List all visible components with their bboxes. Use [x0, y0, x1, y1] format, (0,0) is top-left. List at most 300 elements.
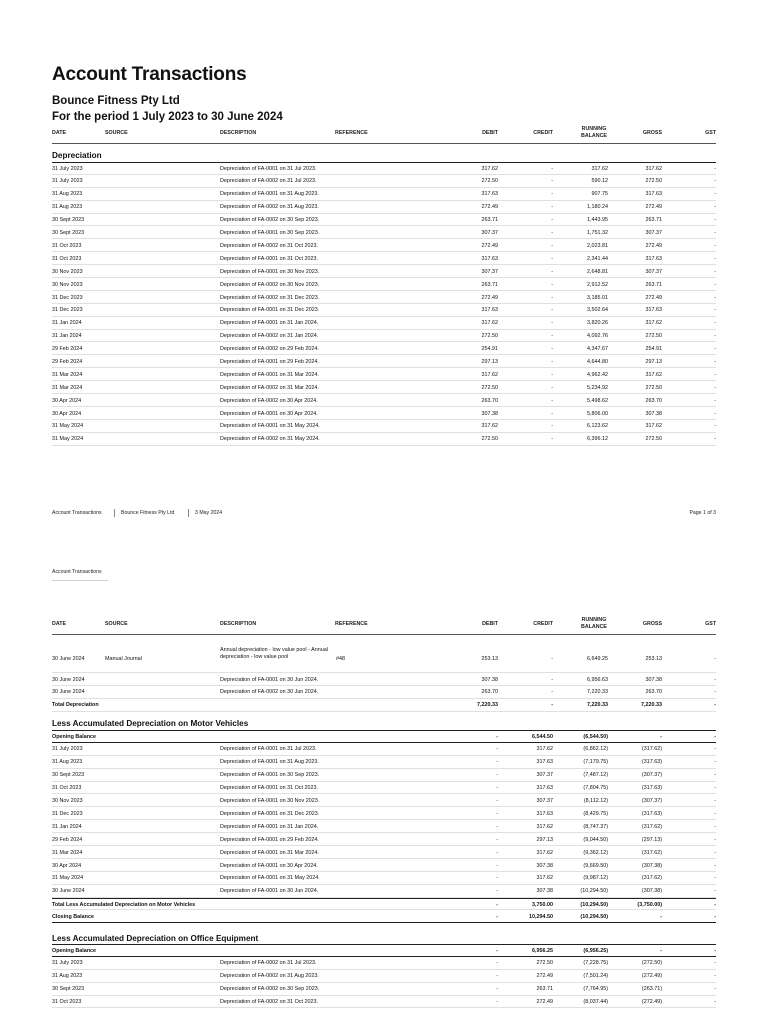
cell-date: 31 Oct 2023 — [52, 255, 82, 262]
table-row — [52, 239, 716, 252]
cell-date: 31 Aug 2023 — [52, 191, 83, 198]
depreciation-rows — [52, 162, 716, 446]
cell-gst: - — [714, 384, 716, 391]
cell-credit: - — [551, 230, 553, 237]
cell-description: Depreciation of FA-0001 on 31 Oct 2023. — [220, 255, 318, 262]
cell-gst: - — [714, 436, 716, 443]
footer-page: Page 1 of 3 — [689, 510, 716, 516]
page2-header-label: Account Transactions — [52, 569, 102, 575]
table-row — [52, 252, 716, 265]
table-row — [52, 756, 716, 769]
cell-running-balance: (10,294.50) — [580, 914, 608, 921]
col-source: SOURCE — [105, 621, 128, 627]
cell-gross: (317.62) — [641, 875, 662, 882]
cell-running-balance: 907.75 — [591, 191, 608, 198]
table-row — [52, 782, 716, 795]
cell-description: Depreciation of FA-0002 on 31 Oct 2023. — [220, 242, 318, 249]
cell-date: 31 Aug 2023 — [52, 204, 83, 211]
cell-gross: 317.62 — [645, 320, 662, 327]
cell-debit: - — [496, 798, 498, 805]
cell-description: Depreciation of FA-0001 on 30 Apr 2024. — [220, 410, 318, 417]
col-reference: REFERENCE — [335, 621, 368, 627]
cell-description: Depreciation of FA-0002 on 29 Feb 2024. — [220, 346, 319, 353]
cell-gross: (307.37) — [641, 798, 662, 805]
cell-credit: - — [551, 410, 553, 417]
cell-gst: - — [714, 875, 716, 882]
cell-credit: - — [551, 384, 553, 391]
cell-running-balance: 2,648.81 — [587, 268, 608, 275]
table-row — [52, 983, 716, 996]
cell-date: Opening Balance — [52, 733, 97, 740]
cell-credit: - — [551, 358, 553, 365]
cell-date: 30 Apr 2024 — [52, 397, 82, 404]
table-row — [52, 730, 716, 743]
table-row — [52, 278, 716, 291]
table-row — [52, 342, 716, 355]
cell-gross: - — [660, 947, 662, 954]
cell-date: 29 Feb 2024 — [52, 346, 83, 353]
cell-running-balance: 4,347.67 — [587, 346, 608, 353]
cell-date: 31 Dec 2023 — [52, 294, 83, 301]
cell-credit: 263.71 — [536, 986, 553, 993]
cell-credit: 272.50 — [536, 960, 553, 967]
cell-gross: (307.38) — [641, 862, 662, 869]
cell-gst: - — [714, 810, 716, 817]
cell-gst: - — [714, 960, 716, 967]
cell-gst: - — [714, 999, 716, 1006]
cell-gross: 7,220.33 — [641, 702, 662, 709]
cell-running-balance: 2,912.52 — [587, 281, 608, 288]
cell-debit: 317.63 — [481, 191, 498, 198]
table-row — [52, 381, 716, 394]
cell-date: 31 July 2023 — [52, 165, 83, 172]
cell-gross: 254.91 — [645, 346, 662, 353]
cell-gst: - — [714, 823, 716, 830]
cell-description: Depreciation of FA-0002 on 30 Apr 2024. — [220, 397, 318, 404]
header-divider — [52, 143, 716, 144]
cell-credit: 317.63 — [536, 785, 553, 792]
cell-running-balance: 5,498.62 — [587, 397, 608, 404]
cell-date: 31 May 2024 — [52, 875, 84, 882]
cell-gst: - — [714, 230, 716, 237]
cell-gst: - — [714, 836, 716, 843]
col-gross: GROSS — [642, 130, 662, 136]
cell-gross: 307.37 — [645, 268, 662, 275]
cell-running-balance: (10,294.50) — [580, 888, 608, 895]
cell-description: Depreciation of FA-0001 on 31 Oct 2023. — [220, 785, 318, 792]
cell-gross: (272.49) — [641, 973, 662, 980]
table-row — [52, 820, 716, 833]
cell-date: 31 May 2024 — [52, 423, 84, 430]
col-source: SOURCE — [105, 130, 128, 136]
cell-gst: - — [714, 689, 716, 696]
cell-credit: - — [551, 165, 553, 172]
cell-date: 31 Mar 2024 — [52, 384, 83, 391]
cell-debit: 272.50 — [481, 333, 498, 340]
cell-gross: 253.13 — [645, 656, 662, 662]
cell-gst: - — [714, 914, 716, 921]
cell-source: Manual Journal — [105, 656, 142, 662]
cell-running-balance: (8,747.37) — [583, 823, 608, 830]
cell-debit: 317.63 — [481, 307, 498, 314]
table-row — [52, 673, 716, 686]
cell-gross: 317.62 — [645, 165, 662, 172]
cell-debit: 272.49 — [481, 242, 498, 249]
cell-gross: (317.63) — [641, 785, 662, 792]
cell-credit: - — [551, 294, 553, 301]
cell-date: 31 July 2023 — [52, 746, 83, 753]
cell-credit: - — [551, 191, 553, 198]
cell-date: 31 July 2023 — [52, 960, 83, 967]
cell-gross: (272.50) — [641, 960, 662, 967]
cell-gst: - — [714, 397, 716, 404]
cell-date: 30 Sept 2023 — [52, 772, 85, 779]
cell-running-balance: 7,220.33 — [587, 702, 608, 709]
cell-debit: 317.63 — [481, 255, 498, 262]
cell-credit: - — [551, 371, 553, 378]
cell-credit: 307.38 — [536, 888, 553, 895]
cell-debit: 263.71 — [481, 217, 498, 224]
cell-running-balance: 2,341.44 — [587, 255, 608, 262]
col-debit: DEBIT — [482, 621, 498, 627]
cell-date: Total Less Accumulated Depreciation on Motor Vehicles — [52, 902, 196, 909]
table-row — [52, 910, 716, 923]
cell-running-balance: (9,669.50) — [583, 862, 608, 869]
cell-debit: 263.70 — [481, 397, 498, 404]
col-description: DESCRIPTION — [220, 621, 257, 627]
cell-running-balance: 5,234.92 — [587, 384, 608, 391]
cell-gross: 317.63 — [645, 191, 662, 198]
cell-gross: 272.49 — [645, 242, 662, 249]
company-name: Bounce Fitness Pty Ltd — [52, 95, 180, 107]
cell-description: Annual depreciation - low value pool - Annual depreciation - low value pool — [220, 647, 328, 660]
cell-description: Depreciation of FA-0002 on 31 Dec 2023. — [220, 294, 320, 301]
cell-gross: - — [660, 733, 662, 740]
cell-gross: 263.71 — [645, 281, 662, 288]
cell-debit: 272.50 — [481, 436, 498, 443]
table-row — [52, 769, 716, 782]
col-reference: REFERENCE — [335, 130, 368, 136]
cell-debit: - — [496, 836, 498, 843]
table-row — [52, 420, 716, 433]
cell-running-balance: (7,179.75) — [583, 759, 608, 766]
table-row — [52, 646, 716, 673]
cell-debit: 317.62 — [481, 371, 498, 378]
page2-header-underline — [52, 580, 108, 581]
cell-date: 31 May 2024 — [52, 436, 84, 443]
table-row — [52, 996, 716, 1009]
cell-debit: 317.62 — [481, 165, 498, 172]
cell-running-balance: 6,123.62 — [587, 423, 608, 430]
cell-description: Depreciation of FA-0001 on 30 Sep 2023. — [220, 230, 320, 237]
table-row — [52, 699, 716, 712]
table-row — [52, 885, 716, 898]
cell-description: Depreciation of FA-0002 on 31 May 2024. — [220, 436, 320, 443]
cell-gst: - — [714, 217, 716, 224]
cell-debit: - — [496, 785, 498, 792]
cell-gst: - — [714, 410, 716, 417]
footer-date: 3 May 2024 — [195, 510, 223, 516]
cell-running-balance: 6,396.12 — [587, 436, 608, 443]
cell-description: Depreciation of FA-0002 on 31 Aug 2023. — [220, 204, 319, 211]
cell-gst: - — [714, 947, 716, 954]
cell-description: Depreciation of FA-0001 on 30 Nov 2023. — [220, 798, 320, 805]
col-gst: GST — [705, 130, 716, 136]
cell-gst: - — [714, 346, 716, 353]
cell-gross: 263.71 — [645, 217, 662, 224]
cell-date: 31 Oct 2023 — [52, 785, 82, 792]
cell-gross: - — [660, 914, 662, 921]
cell-date: Opening Balance — [52, 947, 97, 954]
cell-date: 30 Nov 2023 — [52, 268, 83, 275]
cell-date: 30 June 2024 — [52, 888, 85, 895]
col-date: DATE — [52, 621, 67, 627]
cell-credit: - — [551, 255, 553, 262]
cell-date: 31 Dec 2023 — [52, 810, 83, 817]
cell-gross: (272.49) — [641, 999, 662, 1006]
cell-gross: 317.63 — [645, 307, 662, 314]
cell-gst: - — [714, 772, 716, 779]
cell-description: Depreciation of FA-0001 on 29 Feb 2024. — [220, 358, 319, 365]
cell-description: Depreciation of FA-0001 on 30 Apr 2024. — [220, 862, 318, 869]
footer-separator — [188, 509, 189, 517]
cell-credit: 297.13 — [536, 836, 553, 843]
cell-credit: - — [551, 217, 553, 224]
cell-credit: 307.37 — [536, 772, 553, 779]
cell-debit: 307.37 — [481, 230, 498, 237]
table-row — [52, 846, 716, 859]
cell-debit: - — [496, 849, 498, 856]
cell-gst: - — [714, 204, 716, 211]
cell-gross: (317.63) — [641, 810, 662, 817]
header-divider — [52, 634, 716, 635]
cell-date: 31 Aug 2023 — [52, 973, 83, 980]
cell-description: Depreciation of FA-0002 on 31 Jul 2023. — [220, 178, 317, 185]
cell-running-balance: 1,443.95 — [587, 217, 608, 224]
cell-description: Depreciation of FA-0001 on 31 Jul 2023. — [220, 165, 317, 172]
cell-running-balance: (7,764.95) — [583, 986, 608, 993]
footer-report: Account Transactions — [52, 510, 102, 516]
cell-credit: 307.38 — [536, 862, 553, 869]
cell-running-balance: (7,228.75) — [583, 960, 608, 967]
cell-date: 29 Feb 2024 — [52, 358, 83, 365]
cell-gst: - — [714, 423, 716, 430]
table-row — [52, 175, 716, 188]
cell-gst: - — [714, 178, 716, 185]
cell-description: Depreciation of FA-0002 on 31 Mar 2024. — [220, 384, 319, 391]
footer-company: Bounce Fitness Pty Ltd — [121, 510, 175, 516]
cell-gst: - — [714, 294, 716, 301]
table-row — [52, 898, 716, 911]
cell-running-balance: 3,820.26 — [587, 320, 608, 327]
cell-date: 30 June 2024 — [52, 689, 85, 696]
cell-running-balance: (8,037.44) — [583, 999, 608, 1006]
cell-gst: - — [714, 973, 716, 980]
cell-gross: 307.38 — [645, 676, 662, 683]
col-description: DESCRIPTION — [220, 130, 257, 136]
cell-debit: 317.62 — [481, 423, 498, 430]
table-row — [52, 226, 716, 239]
cell-debit: 272.49 — [481, 294, 498, 301]
cell-credit: 317.62 — [536, 823, 553, 830]
cell-date: 30 June 2024 — [52, 676, 85, 683]
cell-debit: 272.50 — [481, 384, 498, 391]
cell-gross: 297.13 — [645, 358, 662, 365]
cell-gst: - — [714, 255, 716, 262]
cell-debit: - — [496, 888, 498, 895]
cell-running-balance: (10,294.50) — [580, 902, 608, 909]
cell-description: Depreciation of FA-0002 on 30 Jun 2024. — [220, 689, 319, 696]
cell-debit: - — [496, 999, 498, 1006]
cell-description: Depreciation of FA-0001 on 31 Jul 2023. — [220, 746, 317, 753]
table-row — [52, 330, 716, 343]
col-gst: GST — [705, 621, 716, 627]
cell-gross: 307.38 — [645, 410, 662, 417]
column-header-row — [52, 617, 716, 635]
cell-date: 29 Feb 2024 — [52, 836, 83, 843]
cell-debit: 307.38 — [481, 410, 498, 417]
cell-debit: 307.38 — [481, 676, 498, 683]
cell-gross: (317.62) — [641, 823, 662, 830]
col-credit: CREDIT — [533, 621, 553, 627]
cell-date: 31 Jan 2024 — [52, 320, 82, 327]
cell-debit: 297.13 — [481, 358, 498, 365]
table-row — [52, 407, 716, 420]
table-row — [52, 201, 716, 214]
motor-vehicle-rows — [52, 730, 716, 923]
cell-gross: 263.70 — [645, 397, 662, 404]
cell-debit: - — [496, 746, 498, 753]
cell-date: 31 Oct 2023 — [52, 999, 82, 1006]
cell-running-balance: 7,220.33 — [587, 689, 608, 696]
cell-debit: 272.50 — [481, 178, 498, 185]
table-row — [52, 957, 716, 970]
cell-description: Depreciation of FA-0001 on 31 Mar 2024. — [220, 849, 319, 856]
cell-gross: (297.13) — [641, 836, 662, 843]
cell-debit: 317.62 — [481, 320, 498, 327]
cell-gst: - — [714, 307, 716, 314]
cell-running-balance: (7,487.12) — [583, 772, 608, 779]
cell-gross: 317.62 — [645, 423, 662, 430]
table-row — [52, 433, 716, 446]
cell-date: Total Depreciation — [52, 702, 99, 709]
col-running-balance: RUNNING BALANCE — [581, 126, 607, 139]
cell-running-balance: (7,804.75) — [583, 785, 608, 792]
cell-debit: 254.91 — [481, 346, 498, 353]
cell-debit: - — [496, 960, 498, 967]
cell-gross: (317.62) — [641, 746, 662, 753]
cell-gst: - — [714, 888, 716, 895]
table-row — [52, 317, 716, 330]
cell-date: 30 Nov 2023 — [52, 281, 83, 288]
office-equipment-rows — [52, 944, 716, 1008]
cell-credit: 317.62 — [536, 849, 553, 856]
depreciation-rows-continued — [52, 673, 716, 712]
cell-gst: - — [714, 358, 716, 365]
cell-description: Depreciation of FA-0001 on 31 Jan 2024. — [220, 823, 319, 830]
cell-gst: - — [714, 656, 716, 662]
col-gross: GROSS — [642, 621, 662, 627]
cell-description: Depreciation of FA-0001 on 31 Aug 2023. — [220, 191, 319, 198]
cell-credit: - — [551, 689, 553, 696]
cell-running-balance: 5,806.00 — [587, 410, 608, 417]
cell-gst: - — [714, 785, 716, 792]
cell-debit: - — [496, 947, 498, 954]
cell-debit: 263.70 — [481, 689, 498, 696]
cell-gst: - — [714, 902, 716, 909]
cell-date: 30 Apr 2024 — [52, 410, 82, 417]
cell-debit: - — [496, 759, 498, 766]
table-row — [52, 970, 716, 983]
cell-gst: - — [714, 242, 716, 249]
cell-debit: 263.71 — [481, 281, 498, 288]
cell-date: 31 July 2023 — [52, 178, 83, 185]
cell-running-balance: 317.62 — [591, 165, 608, 172]
cell-date: Closing Balance — [52, 914, 94, 921]
table-row — [52, 872, 716, 885]
cell-credit: 272.49 — [536, 973, 553, 980]
cell-description: Depreciation of FA-0001 on 31 Dec 2023. — [220, 810, 320, 817]
cell-credit: - — [551, 676, 553, 683]
cell-gst: - — [714, 759, 716, 766]
cell-description: Depreciation of FA-0002 on 31 Jan 2024. — [220, 333, 319, 340]
cell-gross: 272.50 — [645, 178, 662, 185]
table-row — [52, 291, 716, 304]
cell-date: 30 Apr 2024 — [52, 862, 82, 869]
cell-debit: - — [496, 875, 498, 882]
cell-debit: 7,220.33 — [477, 702, 498, 709]
cell-gst: - — [714, 676, 716, 683]
table-row — [52, 807, 716, 820]
table-row — [52, 394, 716, 407]
cell-credit: 272.49 — [536, 999, 553, 1006]
section-motor-vehicles: Less Accumulated Depreciation on Motor Vehicles — [52, 719, 249, 728]
cell-description: Depreciation of FA-0001 on 31 Dec 2023. — [220, 307, 320, 314]
cell-running-balance: 4,644.80 — [587, 358, 608, 365]
cell-gross: 272.50 — [645, 384, 662, 391]
table-row — [52, 188, 716, 201]
cell-running-balance: 4,092.76 — [587, 333, 608, 340]
cell-gst: - — [714, 333, 716, 340]
cell-running-balance: (8,429.75) — [583, 810, 608, 817]
cell-description: Depreciation of FA-0001 on 29 Feb 2024. — [220, 836, 319, 843]
section-office-equipment: Less Accumulated Depreciation on Office Equipment — [52, 934, 259, 943]
cell-credit: 6,956.25 — [532, 947, 553, 954]
cell-credit: 317.63 — [536, 810, 553, 817]
cell-date: 31 Mar 2024 — [52, 371, 83, 378]
cell-credit: - — [551, 268, 553, 275]
cell-running-balance: (6,956.25) — [583, 947, 608, 954]
cell-credit: 307.37 — [536, 798, 553, 805]
cell-running-balance: 2,023.81 — [587, 242, 608, 249]
cell-gross: 263.70 — [645, 689, 662, 696]
cell-running-balance: 3,185.01 — [587, 294, 608, 301]
cell-date: 30 June 2024 — [52, 656, 85, 662]
cell-running-balance: (6,544.50) — [583, 733, 608, 740]
table-row — [52, 686, 716, 699]
cell-date: 31 Jan 2024 — [52, 823, 82, 830]
cell-credit: - — [551, 436, 553, 443]
cell-running-balance: (9,987.12) — [583, 875, 608, 882]
cell-gross: 272.49 — [645, 204, 662, 211]
cell-debit: - — [496, 973, 498, 980]
cell-date: 31 Jan 2024 — [52, 333, 82, 340]
cell-credit: - — [551, 346, 553, 353]
section-depreciation: Depreciation — [52, 151, 102, 160]
cell-credit: - — [551, 320, 553, 327]
table-row — [52, 304, 716, 317]
cell-debit: - — [496, 902, 498, 909]
